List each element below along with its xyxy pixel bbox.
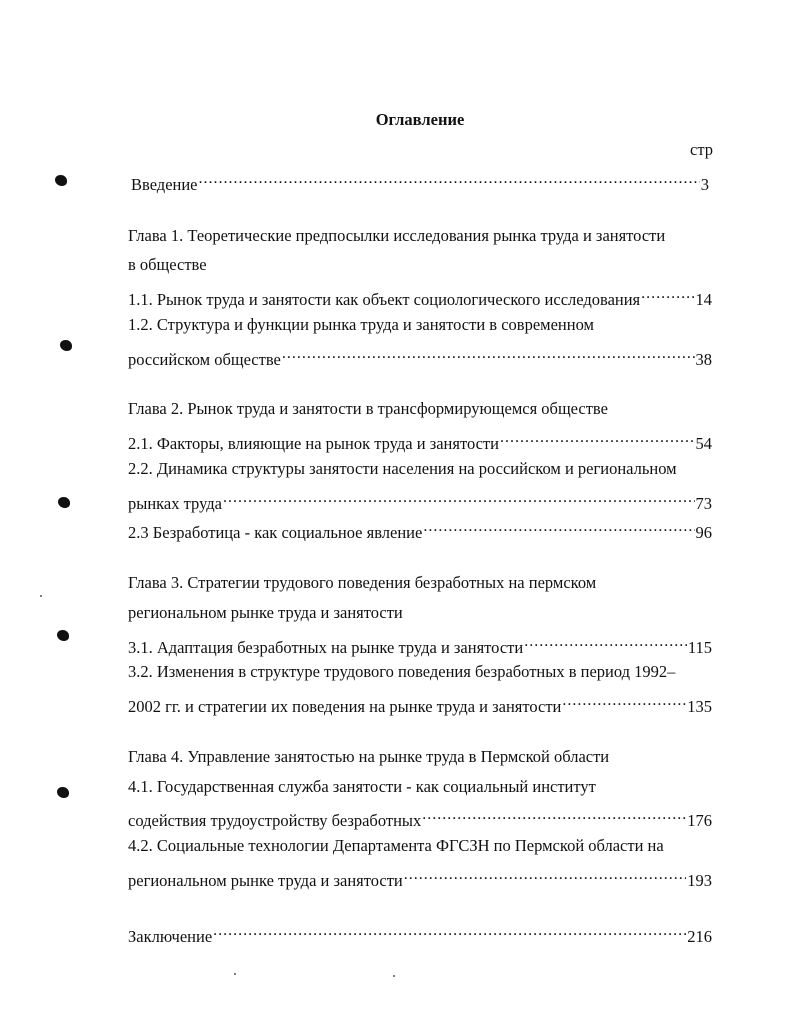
toc-entry-page: 14: [695, 290, 712, 309]
toc-entry-page: 115: [687, 638, 712, 657]
toc-entry-text: содействия трудоустройству безработных: [128, 811, 422, 830]
toc-entry-page: 38: [695, 350, 712, 369]
toc-entry-text: 3.1. Адаптация безработных на рынке труда и занятости: [128, 638, 524, 657]
toc-entry-text: Заключение: [128, 927, 213, 946]
toc-entry-4-2-cont[interactable]: [128, 866, 712, 891]
dot-leader: [282, 345, 695, 365]
binding-hole-mark: [55, 175, 67, 186]
dot-leader: [500, 429, 695, 449]
toc-entry-text: 2.3 Безработица - как социальное явление: [128, 523, 423, 542]
toc-entry-page: 176: [687, 811, 712, 830]
toc-entry-text: 2002 гг. и стратегии их поведения на рынке труда и занятости: [128, 697, 562, 716]
binding-hole-mark: [57, 787, 69, 798]
toc-entry-2-3[interactable]: [128, 518, 712, 543]
binding-hole-mark: [60, 340, 72, 351]
dot-leader: [562, 692, 686, 712]
toc-entry-4-1-cont[interactable]: [128, 806, 712, 831]
toc-entry-page: 3: [700, 175, 709, 194]
binding-hole-mark: [57, 630, 69, 641]
chapter-3-title[interactable]: Глава 3. Стратегии трудового поведения безработных на пермском: [128, 573, 597, 592]
dot-leader: [199, 170, 700, 190]
scan-speck: [234, 973, 236, 975]
toc-entry-3-2[interactable]: 3.2. Изменения в структуре трудового поведения безработных в период 1992–: [128, 662, 676, 681]
chapter-1-title-cont: в обществе: [128, 255, 207, 274]
chapter-4-title[interactable]: Глава 4. Управление занятостью на рынке труда в Пермской области: [128, 747, 610, 766]
toc-entry-page: 54: [695, 434, 712, 453]
toc-entry-3-2-cont[interactable]: [128, 692, 712, 717]
dot-leader: [223, 489, 694, 509]
toc-entry-conclusion[interactable]: [128, 922, 712, 947]
toc-entry-page: 96: [695, 523, 712, 542]
binding-hole-mark: [58, 497, 70, 508]
chapter-1-title[interactable]: Глава 1. Теоретические предпосылки исследования рынка труда и занятости: [128, 226, 666, 245]
toc-entry-page: 216: [687, 927, 712, 946]
chapter-3-title-cont: региональном рынке труда и занятости: [128, 603, 403, 622]
toc-entry-4-2[interactable]: 4.2. Социальные технологии Департамента ФГСЗН по Пермской области на: [128, 836, 664, 855]
dot-leader: [422, 806, 686, 826]
toc-entry-page: 193: [687, 871, 712, 890]
toc-entry-4-1[interactable]: 4.1. Государственная служба занятости - как социальный институт: [128, 777, 596, 796]
dot-leader: [524, 633, 687, 653]
toc-entry-text: Введение: [131, 175, 198, 194]
scan-speck: [40, 595, 42, 597]
toc-entry-2-2-cont[interactable]: [128, 489, 712, 514]
toc-entry-3-1[interactable]: [128, 633, 712, 658]
toc-entry-2-1[interactable]: [128, 429, 712, 454]
toc-entry-text: рынках труда: [128, 494, 223, 513]
toc-entry-text: региональном рынке труда и занятости: [128, 871, 403, 890]
toc-entry-text: российском обществе: [128, 350, 281, 369]
dot-leader: [213, 922, 686, 942]
toc-entry-1-2[interactable]: 1.2. Структура и функции рынка труда и занятости в современном: [128, 315, 594, 334]
dot-leader: [404, 866, 686, 886]
toc-entry-2-2[interactable]: 2.2. Динамика структуры занятости населения на российском и региональном: [128, 459, 677, 478]
toc-entry-text: 1.1. Рынок труда и занятости как объект социологического исследования: [128, 290, 641, 309]
toc-entry-intro[interactable]: [131, 170, 709, 195]
toc-entry-page: 135: [687, 697, 712, 716]
dot-leader: [641, 285, 694, 305]
scan-speck: [393, 975, 395, 977]
toc-entry-1-2-cont[interactable]: [128, 345, 712, 370]
dot-leader: [423, 518, 694, 538]
chapter-2-title[interactable]: Глава 2. Рынок труда и занятости в трансформирующемся обществе: [128, 399, 608, 418]
page-column-label: стр: [690, 140, 713, 159]
toc-entry-page: 73: [695, 494, 712, 513]
toc-entry-1-1[interactable]: [128, 285, 712, 310]
toc-entry-text: 2.1. Факторы, влияющие на рынок труда и занятости: [128, 434, 499, 453]
toc-title: Оглавление: [375, 110, 465, 129]
